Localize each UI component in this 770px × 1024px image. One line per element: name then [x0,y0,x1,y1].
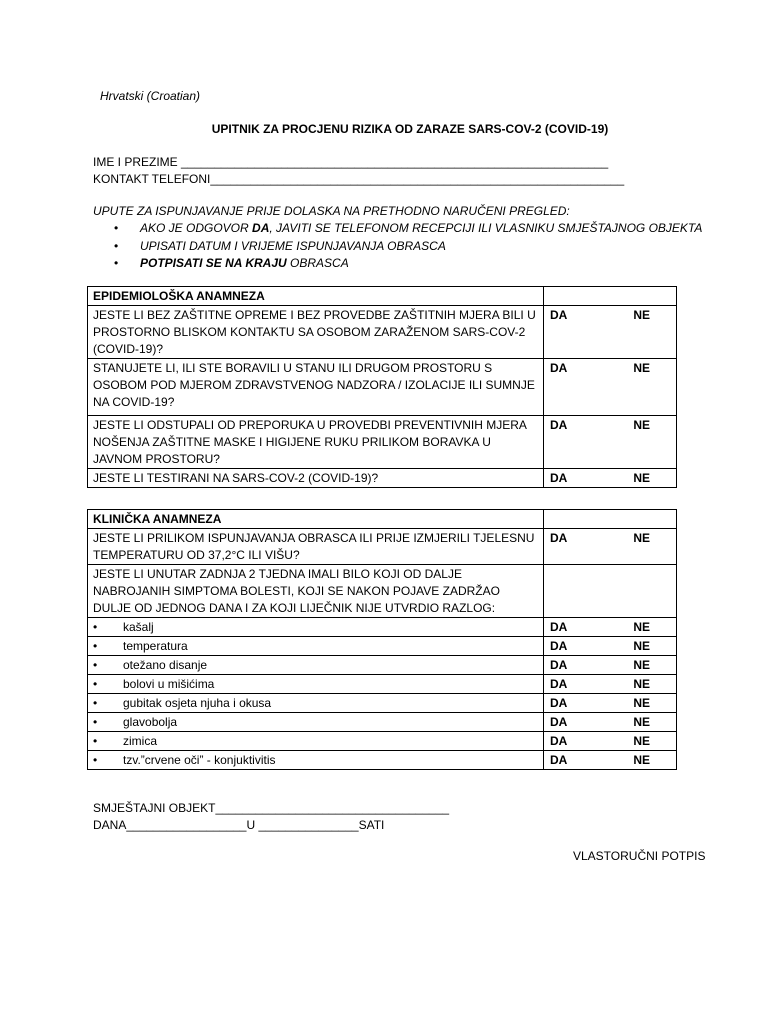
yes-option[interactable]: DA [550,361,568,375]
symptom-row [88,675,677,694]
no-option[interactable]: NE [633,418,650,432]
name-field[interactable]: IME I PREZIME ________________________________________________________________ [93,155,609,169]
no-option[interactable]: NE [633,715,650,729]
bullet-icon: • [114,221,119,235]
form-title: UPITNIK ZA PROCJENU RIZIKA OD ZARAZE SARS-COV-2 (COVID-19) [211,122,609,136]
symptom-label: zimica [123,734,158,748]
phone-field[interactable]: KONTAKT TELEFONI______________________________________________________________ [93,172,625,186]
yes-option[interactable]: DA [550,308,568,322]
symptom-row [88,694,677,713]
question-text: STANUJETE LI, ILI STE BORAVILI U STANU ILI DRUGOM PROSTORU S OSOBOM POD MJEROM ZDRAVSTVENOG NADZORA / IZOLACIJE ILI SUMNJE NA COVID-19? [88,359,544,416]
yes-option[interactable]: DA [550,734,568,748]
yes-option[interactable]: DA [550,418,568,432]
bullet-icon: • [93,696,98,710]
language-label: Hrvatski (Croatian) [100,89,201,103]
symptom-label: bolovi u mišićima [123,677,215,691]
yes-option[interactable]: DA [550,677,568,691]
symptom-row [88,751,677,770]
epidemiology-table [87,286,677,488]
symptom-row [88,713,677,732]
symptom-label: temperatura [123,639,188,653]
symptom-row [88,618,677,637]
symptom-label: otežano disanje [123,658,208,672]
instruction-item: • POTPISATI SE NA KRAJU OBRASCA [114,255,702,273]
no-option[interactable]: NE [633,639,650,653]
yes-option[interactable]: DA [550,639,568,653]
question-text: JESTE LI UNUTAR ZADNJA 2 TJEDNA IMALI BILO KOJI OD DALJE NABROJANIH SIMPTOMA BOLESTI, KOJI SE NAKON POJAVE ZADRŽAO DULJE OD JEDNOG DANA I ZA KOJI LIJEČNIK NIJE UTVRDIO RAZLOG: [88,565,544,618]
clinical-table [87,509,677,770]
table-row [88,416,677,469]
yes-option[interactable]: DA [550,696,568,710]
table-header-row [88,287,677,306]
yes-option[interactable]: DA [550,658,568,672]
yes-option[interactable]: DA [550,715,568,729]
symptom-label: gubitak osjeta njuha i okusa [123,696,272,710]
no-option[interactable]: NE [633,308,650,322]
bullet-icon: • [93,620,98,634]
symptom-label: tzv.”crvene oči” - konjuktivitis [123,753,276,767]
bullet-icon: • [93,715,98,729]
question-text: JESTE LI BEZ ZAŠTITNE OPREME I BEZ PROVEDBE ZAŠTITNIH MJERA BILI U PROSTORNO BLISKOM KONTAKTU SA OSOBOM ZARAŽENOM SARS-COV-2 (COVID-19)? [88,306,544,359]
bullet-icon: • [93,734,98,748]
question-text: JESTE LI ODSTUPALI OD PREPORUKA U PROVEDBI PREVENTIVNIH MJERA NOŠENJA ZAŠTITNE MASKE I HIGIJENE RUKU PRILIKOM BORAVKA U JAVNOM PROSTORU? [88,416,544,469]
instruction-item: • AKO JE ODGOVOR DA, JAVITI SE TELEFONOM RECEPCIJI ILI VLASNIKU SMJEŠTAJNOG OBJEKTA [114,220,702,238]
date-time-field[interactable]: DANA__________________U _______________SATI [93,818,385,832]
table-row [88,306,677,359]
bullet-icon: • [93,639,98,653]
table-row [88,529,677,565]
bullet-icon: • [93,658,98,672]
yes-option[interactable]: DA [550,753,568,767]
no-option[interactable]: NE [633,620,650,634]
symptom-label: kašalj [123,620,154,634]
no-option[interactable]: NE [633,696,650,710]
bullet-icon: • [114,256,119,270]
yes-option[interactable]: DA [550,471,568,485]
table-row [88,469,677,488]
signature-label: VLASTORUČNI POTPIS [573,849,706,863]
bullet-icon: • [93,677,98,691]
symptom-row [88,732,677,751]
question-text: JESTE LI TESTIRANI NA SARS-COV-2 (COVID-19)? [88,469,544,488]
no-option[interactable]: NE [633,677,650,691]
no-option[interactable]: NE [633,734,650,748]
symptom-row [88,656,677,675]
bullet-icon: • [93,753,98,767]
table-row [88,565,677,618]
instruction-item: • UPISATI DATUM I VRIJEME ISPUNJAVANJA OBRASCA [114,238,702,256]
table-header-row [88,510,677,529]
yes-option[interactable]: DA [550,620,568,634]
table-row [88,359,677,416]
instructions-list [114,220,702,273]
no-option[interactable]: NE [633,531,650,545]
no-option[interactable]: NE [633,361,650,375]
yes-option[interactable]: DA [550,531,568,545]
no-option[interactable]: NE [633,753,650,767]
question-text: JESTE LI PRILIKOM ISPUNJAVANJA OBRASCA ILI PRIJE IZMJERILI TJELESNU TEMPERATURU OD 37,2°C ILI VIŠU? [88,529,544,565]
instructions-intro: UPUTE ZA ISPUNJAVANJE PRIJE DOLASKA NA PRETHODNO NARUČENI PREGLED: [93,204,570,218]
clinical-header: KLINIČKA ANAMNEZA [88,510,544,529]
symptom-label: glavobolja [123,715,178,729]
symptom-row [88,637,677,656]
no-option[interactable]: NE [633,471,650,485]
no-option[interactable]: NE [633,658,650,672]
facility-field[interactable]: SMJEŠTAJNI OBJEKT___________________________________ [93,801,450,815]
bullet-icon: • [114,238,119,253]
epidemiology-header: EPIDEMIOLOŠKA ANAMNEZA [88,287,544,306]
